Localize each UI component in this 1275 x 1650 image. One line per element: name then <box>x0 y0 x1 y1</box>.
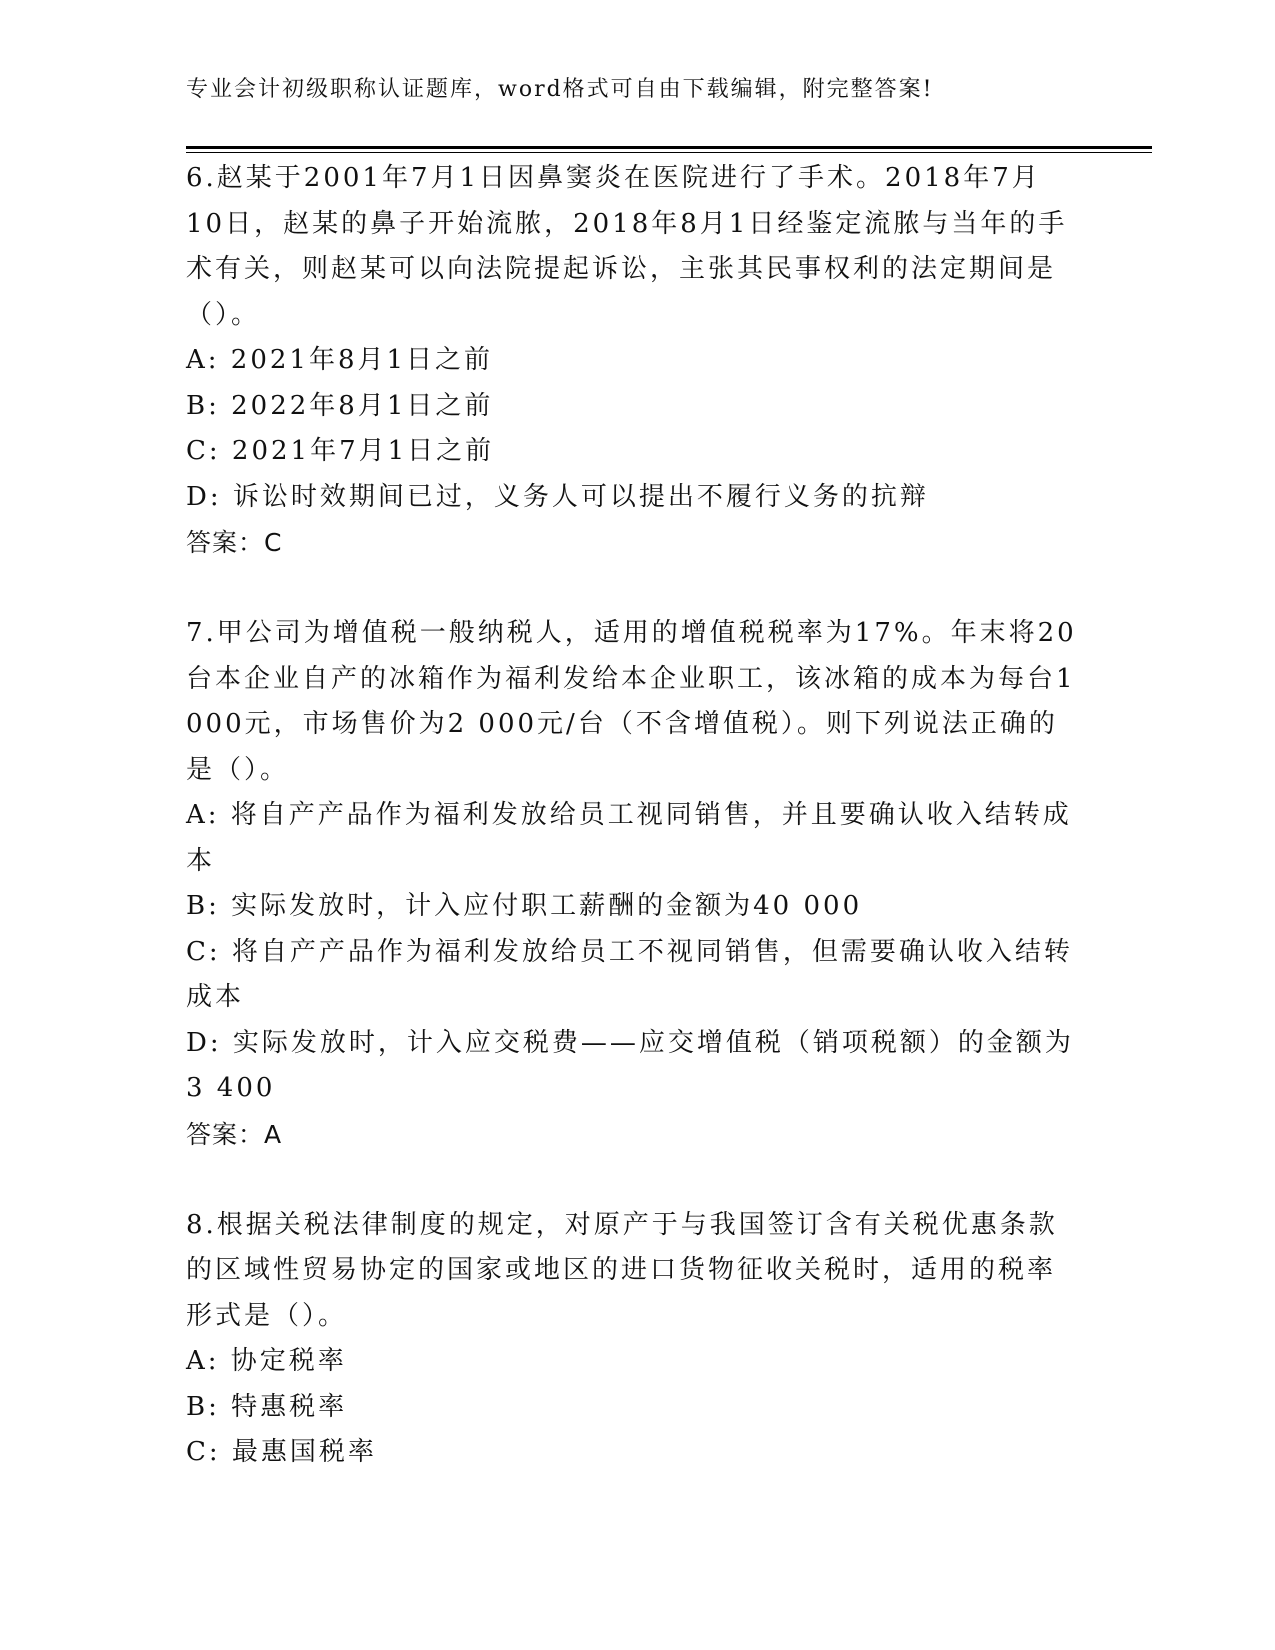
option-a: A: 2021年8月1日之前 <box>186 345 494 375</box>
option-b: B: 实际发放时，计入应付职工薪酬的金额为40 000 <box>186 891 863 921</box>
option-c: C: 将自产产品作为福利发放给员工不视同销售，但需要确认收入结转 <box>186 936 1073 967</box>
question-spacer <box>186 1157 1086 1203</box>
option-c-continued: 成本 <box>186 982 245 1012</box>
header-rule-thick <box>186 146 1152 149</box>
option-d-continued: 3 400 <box>186 1073 276 1103</box>
option-c: C: 2021年7月1日之前 <box>186 436 495 466</box>
question-stem-line: 台本企业自产的冰箱作为福利发给本企业职工，该冰箱的成本为每台1 <box>186 663 1076 694</box>
question-7 <box>186 611 1086 1157</box>
question-stem-line: 术有关，则赵某可以向法院提起诉讼，主张其民事权利的法定期间是 <box>186 254 1057 284</box>
option-a: A: 将自产产品作为福利发放给员工视同销售，并且要确认收入结转成 <box>186 800 1072 830</box>
question-list <box>186 156 1086 1476</box>
answer-label: 答案：C <box>186 528 283 557</box>
question-spacer <box>186 566 1086 612</box>
question-stem-line: 7.甲公司为增值税一般纳税人，适用的增值税税率为17%。年末将20 <box>186 618 1077 648</box>
question-stem-line: 是（）。 <box>186 754 290 785</box>
question-stem-line: 形式是（）。 <box>186 1300 348 1331</box>
question-stem-line: 6.赵某于2001年7月1日因鼻窦炎在医院进行了手术。2018年7月 <box>186 163 1041 193</box>
question-8 <box>186 1203 1086 1476</box>
option-d: D: 实际发放时，计入应交税费——应交增值税（销项税额）的金额为 <box>186 1027 1074 1058</box>
answer-label: 答案：A <box>186 1119 283 1149</box>
page-header: 专业会计初级职称认证题库，word格式可自由下载编辑，附完整答案! <box>186 77 934 102</box>
option-b: B: 2022年8月1日之前 <box>186 390 494 421</box>
question-stem-line: 10日，赵某的鼻子开始流脓，2018年8月1日经鉴定流脓与当年的手 <box>186 208 1068 239</box>
option-a-continued: 本 <box>186 845 216 876</box>
question-stem-line: 8.根据关税法律制度的规定，对原产于与我国签订含有关税优惠条款 <box>186 1209 1058 1240</box>
option-d: D: 诉讼时效期间已过，义务人可以提出不履行义务的抗辩 <box>186 481 929 512</box>
question-stem-line: （）。 <box>186 299 261 330</box>
question-stem-line: 000元，市场售价为2 000元/台（不含增值税）。则下列说法正确的 <box>186 709 1058 739</box>
option-c: C: 最惠国税率 <box>186 1437 377 1467</box>
question-stem-line: 的区域性贸易协定的国家或地区的进口货物征收关税时，适用的税率 <box>186 1255 1057 1285</box>
option-a: A: 协定税率 <box>186 1346 347 1376</box>
option-b: B: 特惠税率 <box>186 1391 348 1422</box>
header-rule-thin <box>186 152 1152 153</box>
question-6 <box>186 156 1086 566</box>
